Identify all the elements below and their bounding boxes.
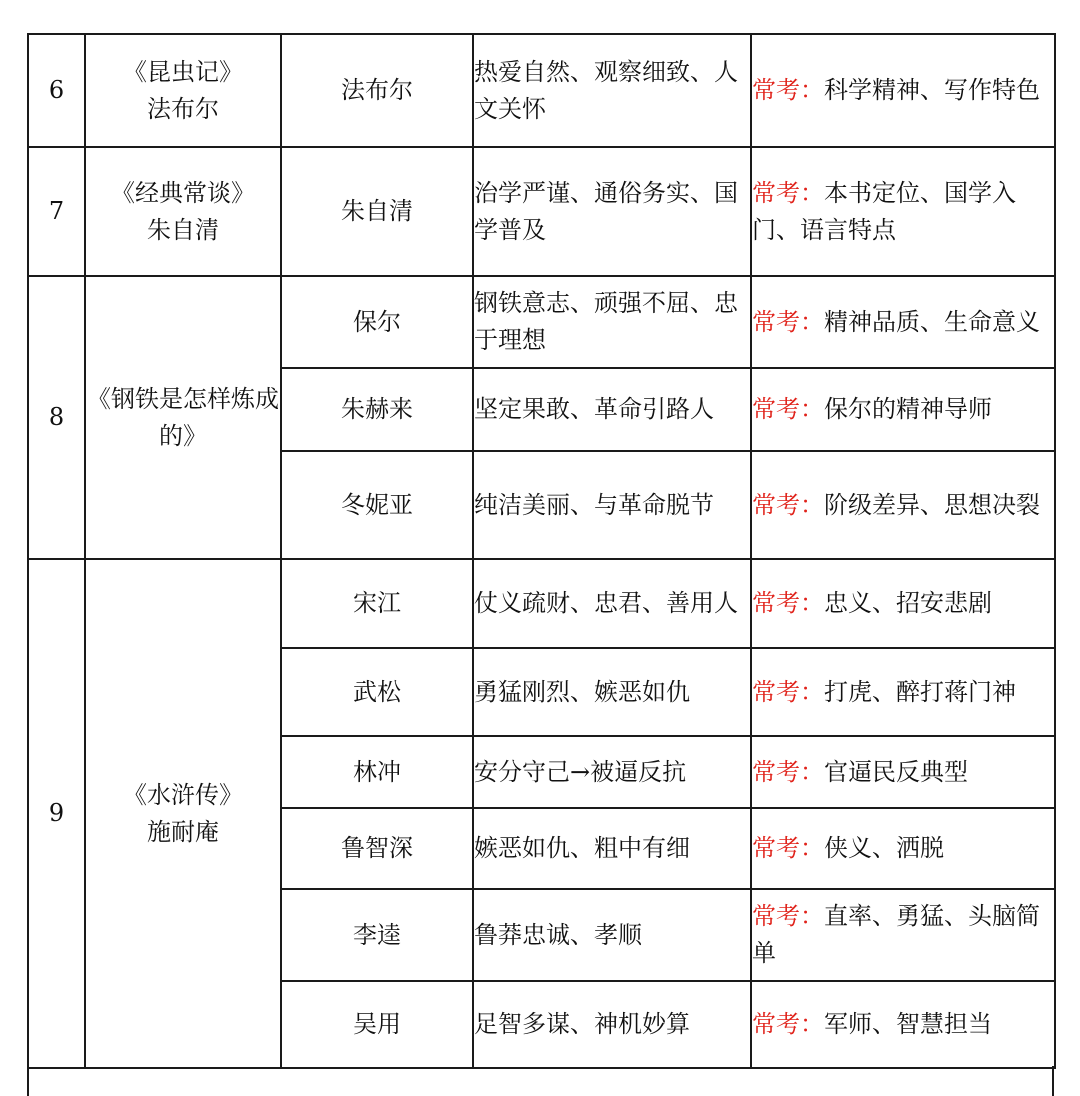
exam-points: 精神品质、生命意义: [824, 307, 1040, 336]
exam-note: [751, 648, 1055, 736]
character-name: 林冲: [281, 736, 473, 808]
character-traits: 勇猛刚烈、嫉恶如仇: [473, 648, 751, 736]
exam-note: [751, 981, 1055, 1068]
table-row: [28, 147, 1055, 276]
character-traits: 热爱自然、观察细致、人文关怀: [473, 34, 751, 147]
book-title: 《钢铁是怎样炼成的》: [87, 384, 279, 450]
character-traits: 安分守己→被逼反抗: [473, 736, 751, 808]
book-author: 施耐庵: [147, 817, 219, 846]
exam-note: [751, 559, 1055, 648]
exam-note: [751, 736, 1055, 808]
row-number: 9: [28, 559, 85, 1068]
character-name: 法布尔: [281, 34, 473, 147]
row-number: 7: [28, 147, 85, 276]
exam-points: 保尔的精神导师: [824, 395, 992, 423]
exam-points: 官逼民反典型: [824, 757, 968, 786]
exam-note: [751, 451, 1055, 559]
exam-label: 常考：: [752, 490, 824, 519]
character-traits: 治学严谨、通俗务实、国学普及: [473, 147, 751, 276]
table-row: [28, 34, 1055, 147]
table-row: [28, 276, 1055, 368]
character-name: 保尔: [281, 276, 473, 368]
exam-note: [751, 808, 1055, 889]
table-row: [28, 559, 1055, 648]
exam-label: 常考：: [752, 902, 824, 930]
book-author: 法布尔: [147, 94, 219, 123]
exam-points: 忠义、招安悲剧: [824, 589, 992, 617]
exam-label: 常考：: [752, 589, 824, 617]
exam-note: [751, 368, 1055, 451]
exam-points: 侠义、洒脱: [824, 834, 944, 862]
exam-label: 常考：: [752, 307, 824, 336]
character-traits: 嫉恶如仇、粗中有细: [473, 808, 751, 889]
character-traits: 钢铁意志、顽强不屈、忠于理想: [473, 276, 751, 368]
book-title: 《昆虫记》: [123, 57, 243, 86]
character-traits: 仗义疏财、忠君、善用人: [473, 559, 751, 648]
book-title: 《经典常谈》: [111, 178, 255, 207]
exam-points: 阶级差异、思想决裂: [824, 490, 1040, 519]
exam-points: 打虎、醉打蒋门神: [824, 677, 1016, 706]
character-traits: 足智多谋、神机妙算: [473, 981, 751, 1068]
exam-note: [751, 276, 1055, 368]
character-name: 吴用: [281, 981, 473, 1068]
exam-label: 常考：: [752, 757, 824, 786]
book-author: 朱自清: [147, 215, 219, 244]
book-cell: [85, 34, 281, 147]
exam-label: 常考：: [752, 1010, 824, 1038]
row-number: 6: [28, 34, 85, 147]
exam-label: 常考：: [752, 677, 824, 706]
character-name: 鲁智深: [281, 808, 473, 889]
reading-guide-table: [27, 33, 1056, 1069]
exam-points: 直率、勇猛、头脑简单: [752, 902, 1040, 967]
exam-label: 常考：: [752, 834, 824, 862]
exam-note: [751, 147, 1055, 276]
character-traits: 鲁莽忠诚、孝顺: [473, 889, 751, 981]
character-name: 李逵: [281, 889, 473, 981]
exam-label: 常考：: [752, 395, 824, 423]
character-name: 宋江: [281, 559, 473, 648]
next-row-partial: [27, 1066, 1054, 1096]
exam-label: 常考：: [752, 76, 824, 104]
character-name: 朱赫来: [281, 368, 473, 451]
character-traits: 坚定果敢、革命引路人: [473, 368, 751, 451]
character-name: 朱自清: [281, 147, 473, 276]
book-cell: [85, 147, 281, 276]
character-name: 冬妮亚: [281, 451, 473, 559]
exam-note: [751, 34, 1055, 147]
row-number: 8: [28, 276, 85, 559]
exam-note: [751, 889, 1055, 981]
exam-points: 科学精神、写作特色: [824, 76, 1040, 104]
exam-label: 常考：: [752, 178, 824, 207]
character-name: 武松: [281, 648, 473, 736]
character-traits: 纯洁美丽、与革命脱节: [473, 451, 751, 559]
exam-points: 本书定位、国学入门、语言特点: [752, 178, 1016, 244]
book-cell: [85, 559, 281, 1068]
book-title: 《水浒传》: [123, 780, 243, 809]
exam-points: 军师、智慧担当: [824, 1010, 992, 1038]
book-cell: [85, 276, 281, 559]
